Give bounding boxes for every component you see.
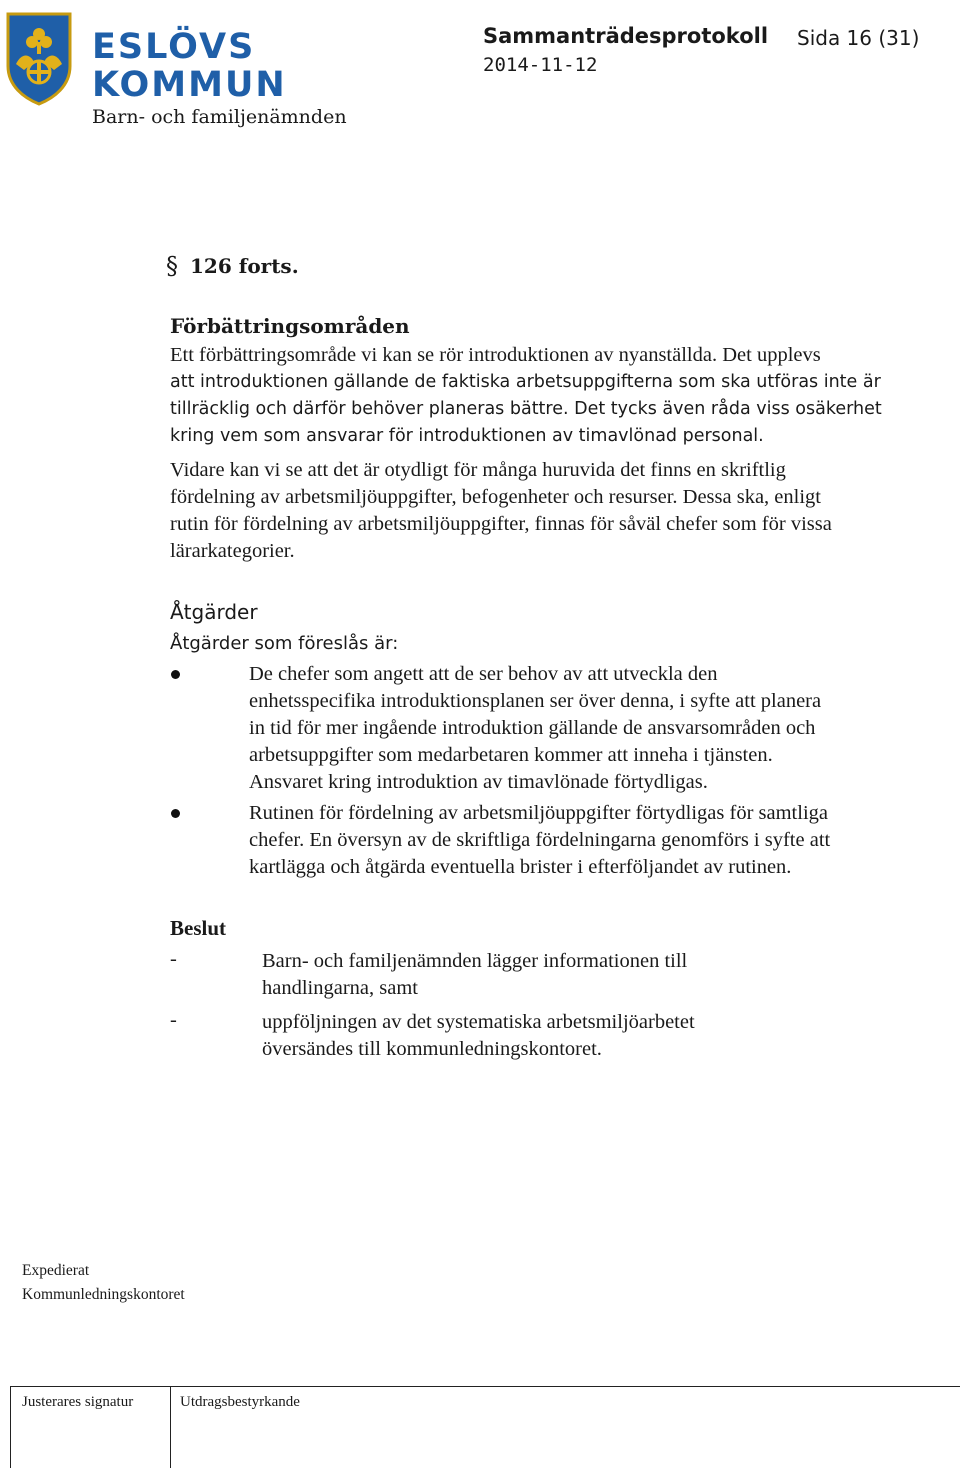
improvement-line-2: att introduktionen gällande de faktiska arbetsuppgifterna som ska utföras inte är [170, 372, 881, 392]
improvement-line-1: Ett förbättringsområde vi kan se rör introduktionen av nyanställda. Det upplevs [170, 344, 821, 366]
improvement-line-8: lärarkategorier. [170, 540, 295, 562]
decision-1-line-2: handlingarna, samt [262, 977, 418, 999]
actions-intro: Åtgärder som föreslås är: [170, 633, 399, 654]
logo-line-1: ESLÖVS [92, 27, 256, 67]
footer-divider [170, 1386, 171, 1468]
signature-label: Justerares signatur [22, 1394, 134, 1410]
bullet-icon [171, 670, 180, 679]
footer-top-rule [10, 1386, 960, 1387]
action-1-line-1: De chefer som angett att de ser behov av att utveckla den [249, 663, 718, 685]
decision-2-line-1: uppföljningen av det systematiska arbetsmiljöarbetet [262, 1011, 695, 1033]
action-2-line-1: Rutinen för fördelning av arbetsmiljöuppgifter förtydligas för samtliga [249, 802, 828, 824]
improvement-line-7: rutin för fördelning av arbetsmiljöuppgifter, finnas för såväl chefer som för vissa [170, 513, 832, 535]
dash-icon: - [170, 948, 177, 970]
action-2-line-3: kartlägga och åtgärda eventuella brister i efterföljandet av rutinen. [249, 856, 792, 878]
certification-label: Utdragsbestyrkande [180, 1394, 300, 1410]
improvement-line-6: fördelning av arbetsmiljöuppgifter, befogenheter och resurser. Dessa ska, enligt [170, 486, 821, 508]
section-number: 126 forts. [190, 254, 299, 278]
improvement-line-3: tillräcklig och därför behöver planeras bättre. Det tycks även råda viss osäkerhet [170, 399, 882, 419]
decision-1-line-1: Barn- och familjenämnden lägger informationen till [262, 950, 688, 972]
protocol-title: Sammanträdesprotokoll [483, 24, 769, 48]
bullet-icon [171, 809, 180, 818]
section-symbol: § [166, 252, 178, 280]
decision-2-line-2: översändes till kommunledningskontoret. [262, 1038, 602, 1060]
actions-heading: Åtgärder [170, 600, 258, 624]
protocol-date: 2014-11-12 [483, 54, 598, 76]
improvement-heading: Förbättringsområden [170, 314, 410, 338]
logo-wordmark [92, 28, 287, 104]
municipality-coat-of-arms-icon [4, 10, 74, 106]
improvement-line-5: Vidare kan vi se att det är otydligt för många huruvida det finns en skriftlig [170, 459, 786, 481]
dispatch-label: Expedierat [22, 1262, 90, 1279]
action-1-line-5: Ansvaret kring introduktion av timavlönade förtydligas. [249, 771, 708, 793]
action-1-line-4: arbetsuppgifter som medarbetaren kommer att inneha i tjänsten. [249, 744, 773, 766]
improvement-line-4: kring vem som ansvarar för introduktionen av timavlönad personal. [170, 426, 764, 446]
logo-line-2: KOMMUN [92, 65, 287, 105]
dash-icon: - [170, 1009, 177, 1031]
department-name: Barn- och familjenämnden [92, 106, 347, 128]
action-1-line-3: in tid för mer ingående introduktion gällande de ansvarsområden och [249, 717, 816, 739]
dispatch-recipient: Kommunledningskontoret [22, 1286, 185, 1303]
action-2-line-2: chefer. En översyn av de skriftliga fördelningarna genomförs i syfte att [249, 829, 831, 851]
decision-heading: Beslut [170, 916, 227, 940]
action-1-line-2: enhetsspecifika introduktionsplanen ser över denna, i syfte att planera [249, 690, 822, 712]
page-number: Sida 16 (31) [797, 26, 920, 50]
footer-left-border [10, 1386, 11, 1468]
